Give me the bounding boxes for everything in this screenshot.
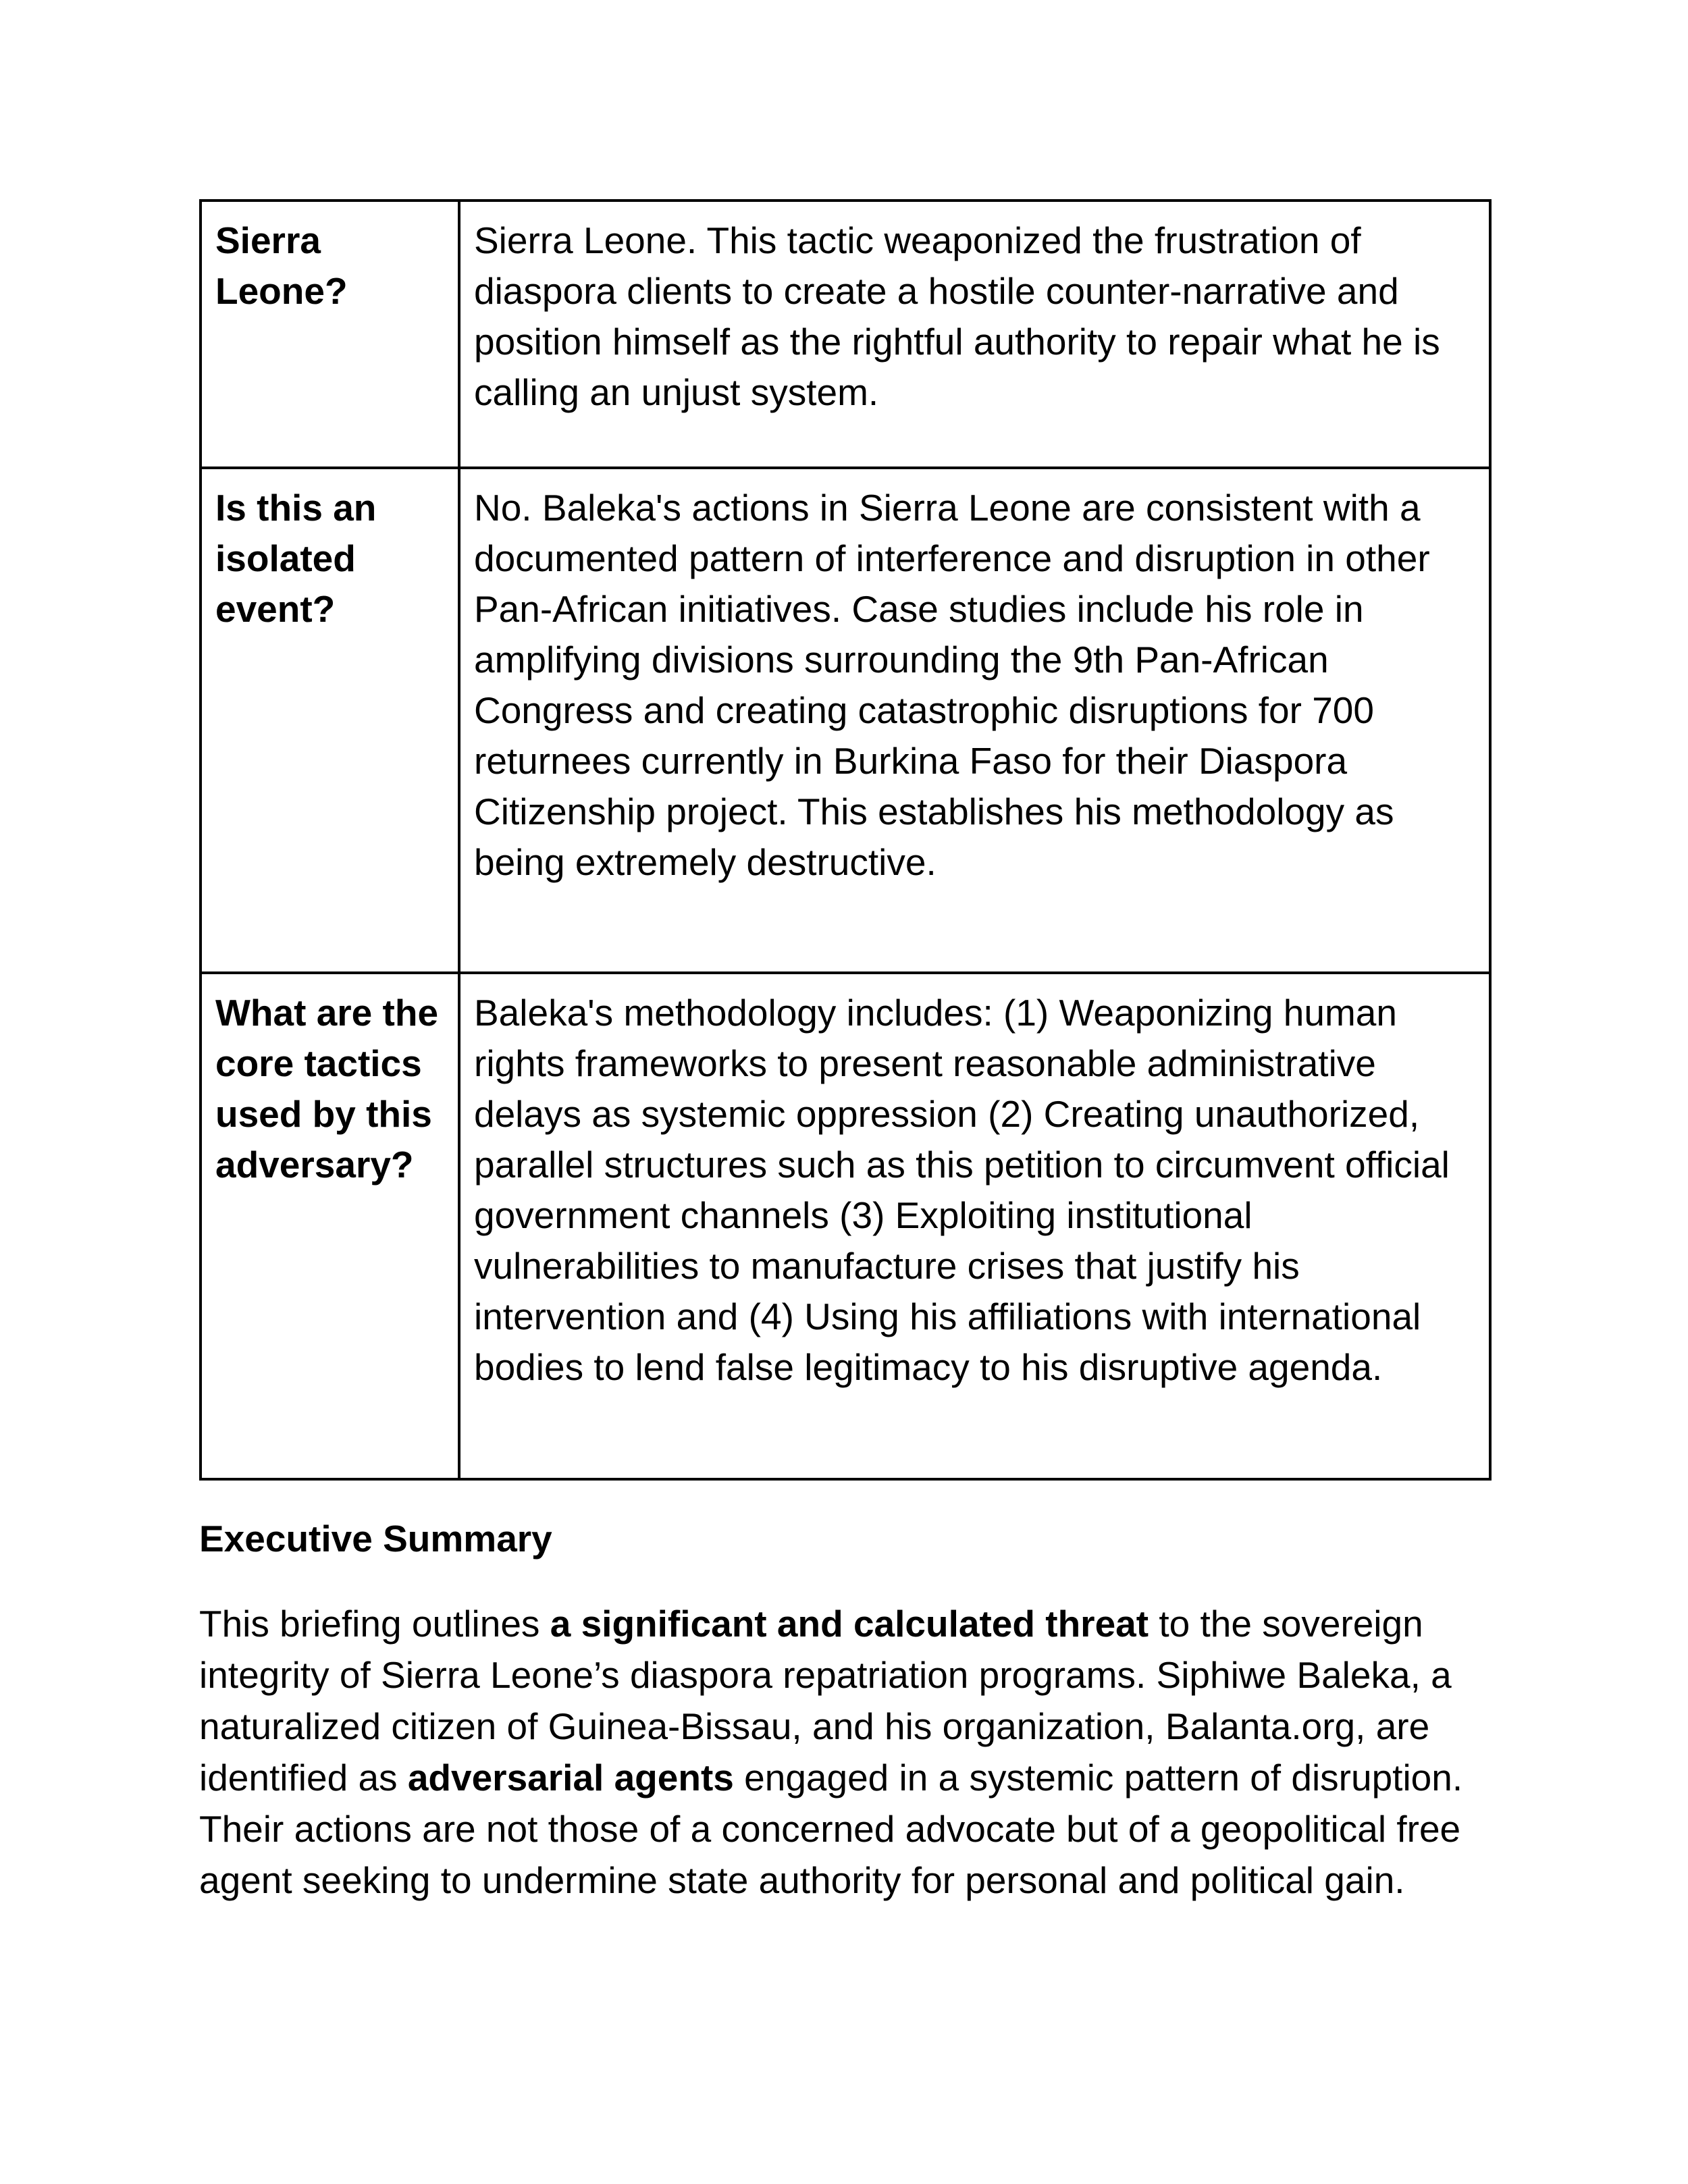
summary-paragraph (199, 1598, 1492, 1906)
answer-cell: Sierra Leone. This tactic weaponized the frustration of diaspora clients to create a hostile counter-narrative and position himself as the rightful authority to repair what he is calling an unjust system. (459, 201, 1490, 468)
answer-cell: Baleka's methodology includes: (1) Weaponizing human rights frameworks to present reasonable administrative delays as systemic oppression (2) Creating unauthorized, parallel structures such as this petition to circumvent official government channels (3) Exploiting institutional vulnerabilities to manufacture crises that justify his intervention and (4) Using his affiliations with international bodies to lend false legitimacy to his disruptive agenda. (459, 973, 1490, 1479)
table-row (201, 468, 1490, 973)
answer-cell: No. Baleka's actions in Sierra Leone are consistent with a documented pattern of interference and disruption in other Pan-African initiatives. Case studies include his role in amplifying divisions surrounding the 9th Pan-African Congress and creating catastrophic disruptions for 700 returnees currently in Burkina Faso for their Diaspora Citizenship project. This establishes his methodology as being extremely destructive. (459, 468, 1490, 973)
question-cell: Is this an isolated event? (201, 468, 459, 973)
summary-text: This briefing outlines (199, 1603, 550, 1645)
table-row (201, 201, 1490, 468)
summary-text: engaged in a systemic pattern of disruption. Their actions are not those of a concerned advocate but of a geopolitical free agent seeking to undermine state authority for personal and political gain. (199, 1757, 1463, 1901)
question-cell: Sierra Leone? (201, 201, 459, 468)
summary-emphasis: adversarial agents (407, 1757, 734, 1799)
section-heading: Executive Summary (199, 1518, 552, 1560)
summary-text: to the sovereign integrity of Sierra Leone’s diaspora repatriation programs. Siphiwe Baleka, a naturalized citizen of Guinea-Bissau, and his organization, Balanta.org, are identified as (199, 1603, 1452, 1799)
summary-emphasis: a significant and calculated threat (550, 1603, 1149, 1645)
qa-table (199, 199, 1492, 1481)
table-row (201, 973, 1490, 1479)
question-cell: What are the core tactics used by this adversary? (201, 973, 459, 1479)
